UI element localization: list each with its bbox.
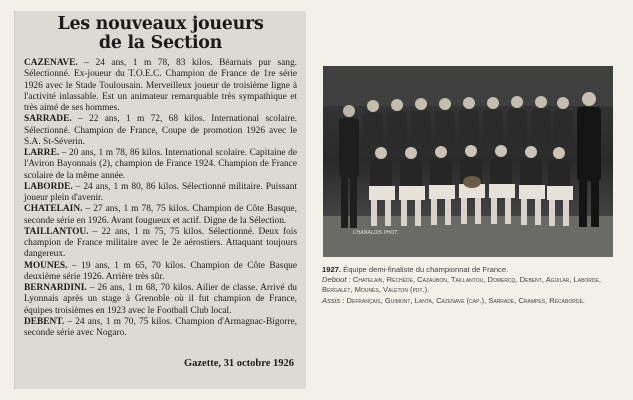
- player-articles: [24, 58, 297, 339]
- article-paragraph: [24, 261, 297, 284]
- player-description: – 19 ans, 1 m 65, 70 kilos. Champion de Côte Basque deuxième série 1926. Arrière très sûr.: [24, 260, 297, 282]
- clipping-source: Gazette, 31 octobre 1926: [183, 358, 294, 369]
- player-name: LABORDE.: [24, 181, 73, 192]
- caption-title: Équipe demi-finaliste du championnat de France.: [341, 265, 509, 274]
- article-paragraph: [24, 114, 297, 148]
- photo-caption: 1927. Équipe demi-finaliste du championnat de France. Debout : Chatelain, Réchède, Cazaubon, Taillantou, Domercq, Debent, Aguilar, Laborde, Bergalet, Mounès, Valeton (pdt.). Assis : Defrançais, Guimont, Lanta, Cazenave (cap.), Sarrade, Crampes, Récaborde.: [322, 265, 601, 305]
- caption-seated-names: Defrançais, Guimont, Lanta, Cazenave (cap.), Sarrade, Crampes, Récaborde.: [346, 295, 585, 305]
- player-description: – 24 ans, 1 m 80, 86 kilos. Sélectionné militaire. Puissant joueur plein d'avenir.: [24, 181, 297, 203]
- article-paragraph: [24, 58, 297, 114]
- player-description: – 22 ans, 1 m 75, 75 kilos. Sélectionné. Deux fois champion de France militaire avec le 2e aérostiers. Attaquant toujours dangereux.: [24, 226, 297, 260]
- article-paragraph: [24, 283, 297, 317]
- caption-standing-label: Debout: [322, 275, 347, 285]
- player-description: – 22 ans, 1 m 72, 68 kilos. International scolaire. Sélectionné. Champion de France, Coupe de promotion 1926 avec le S.A. St-Séverin.: [24, 114, 297, 147]
- player-description: – 26 ans, 1 m 68, 70 kilos. Ailier de classe. Arrivé du Lyonnais après un stage à Grenoble où il fut champion de France, équipes troisièmes en 1923 avec le Football Club local.: [24, 283, 297, 316]
- clipping-title-line2: de la Section: [98, 33, 223, 53]
- caption-year: 1927.: [322, 265, 342, 274]
- caption-seated-label: Assis: [322, 295, 341, 305]
- article-paragraph: [24, 227, 297, 261]
- player-description: – 20 ans, 1 m 78, 86 kilos. International scolaire. Capitaine de l'Aviron Bayonnais (2), champion de France 1924. Champion de France scolaire de la même année.: [24, 148, 297, 181]
- player-name: BERNARDINI.: [24, 283, 87, 293]
- player-description: – 27 ans, 1 m 78, 75 kilos. Champion de Côte Basque, seconde série en 1926. Avant fougueux et actif. Digne de la Sélection.: [24, 204, 297, 226]
- clipping-title-line1: Les nouveaux joueurs: [57, 14, 264, 34]
- newspaper-clipping: [14, 11, 306, 389]
- article-paragraph: [24, 317, 297, 340]
- player-name: CAZENAVE.: [24, 58, 78, 68]
- player-name: TAILLANTOU.: [24, 226, 89, 237]
- clipping-title: [24, 15, 297, 53]
- caption-standing-names: Chatelain, Réchède, Cazaubon, Taillantou, Domercq, Debent, Aguilar, Laborde, Bergalet, Mounès, Valeton (pdt.).: [322, 275, 601, 295]
- player-name: DEBENT.: [24, 316, 65, 327]
- player-name: LARRE.: [24, 148, 60, 158]
- photographer-stamp: CHANALOIS PHOT.: [353, 230, 399, 236]
- team-photo: [323, 66, 613, 257]
- player-description: – 24 ans, 1 m 78, 83 kilos. Béarnais pur sang. Sélectionné. Ex-joueur du T.O.E.C. Champion de France de 1re série 1926 avec le Stade Toulousain. Merveilleux joueur de troisième ligne à l'activité inlassable. Est un animateur remarquable très sympathique et très aimé de ses hommes.: [24, 58, 297, 113]
- player-name: CHATELAIN.: [24, 204, 83, 215]
- player-name: SARRADE.: [24, 114, 72, 125]
- article-paragraph: [24, 204, 297, 227]
- article-paragraph: [24, 182, 297, 205]
- player-name: MOUNES.: [24, 260, 68, 271]
- player-description: – 24 ans, 1 m 70, 75 kilos. Champion d'Armagnac-Bigorre, seconde série avec Nogaro.: [24, 316, 297, 338]
- article-paragraph: [24, 148, 297, 182]
